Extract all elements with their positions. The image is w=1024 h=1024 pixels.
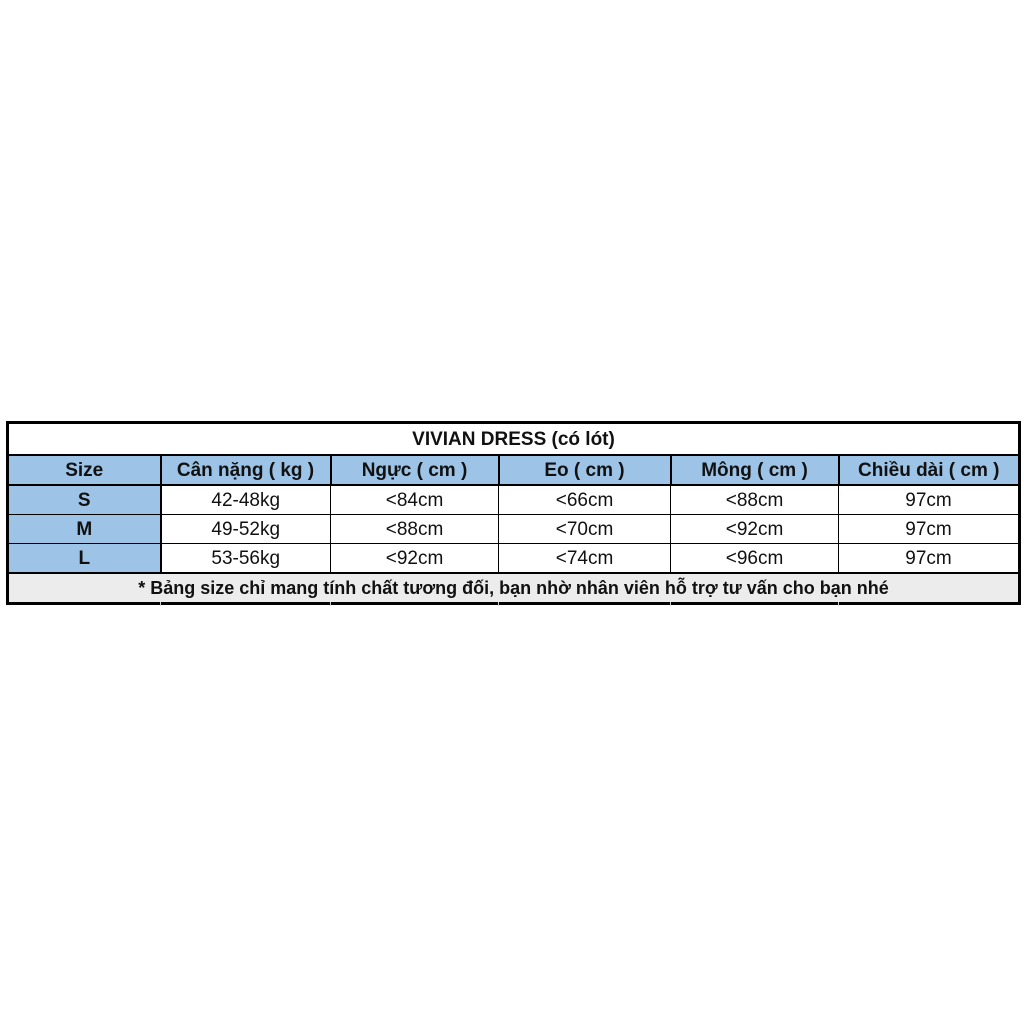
bust-cell: <92cm bbox=[331, 544, 499, 574]
bust-cell: <84cm bbox=[331, 485, 499, 515]
table-title-row bbox=[8, 423, 1020, 456]
table-row bbox=[8, 515, 1020, 544]
gridline bbox=[160, 602, 161, 606]
hip-cell: <88cm bbox=[671, 485, 839, 515]
table-row bbox=[8, 544, 1020, 574]
hip-cell: <92cm bbox=[671, 515, 839, 544]
hip-cell: <96cm bbox=[671, 544, 839, 574]
size-chart-table bbox=[6, 421, 1021, 605]
weight-cell: 53-56kg bbox=[161, 544, 331, 574]
length-cell: 97cm bbox=[839, 485, 1020, 515]
gridline bbox=[498, 602, 499, 606]
table-row bbox=[8, 485, 1020, 515]
size-cell: S bbox=[8, 485, 161, 515]
weight-cell: 49-52kg bbox=[161, 515, 331, 544]
header-bust: Ngực ( cm ) bbox=[331, 455, 499, 485]
header-size: Size bbox=[8, 455, 161, 485]
table-title: VIVIAN DRESS (có lót) bbox=[8, 423, 1020, 456]
gridline bbox=[838, 602, 839, 606]
header-waist: Eo ( cm ) bbox=[499, 455, 671, 485]
size-note: * Bảng size chỉ mang tính chất tương đối, bạn nhờ nhân viên hỗ trợ tư vấn cho bạn nhé bbox=[8, 573, 1020, 604]
table-header-row bbox=[8, 455, 1020, 485]
weight-cell: 42-48kg bbox=[161, 485, 331, 515]
gridline bbox=[330, 602, 331, 606]
waist-cell: <74cm bbox=[499, 544, 671, 574]
table-note-row bbox=[8, 573, 1020, 604]
waist-cell: <70cm bbox=[499, 515, 671, 544]
size-cell: L bbox=[8, 544, 161, 574]
header-weight: Cân nặng ( kg ) bbox=[161, 455, 331, 485]
length-cell: 97cm bbox=[839, 544, 1020, 574]
header-length: Chiều dài ( cm ) bbox=[839, 455, 1020, 485]
gridline bbox=[670, 602, 671, 606]
length-cell: 97cm bbox=[839, 515, 1020, 544]
header-hip: Mông ( cm ) bbox=[671, 455, 839, 485]
size-cell: M bbox=[8, 515, 161, 544]
waist-cell: <66cm bbox=[499, 485, 671, 515]
bust-cell: <88cm bbox=[331, 515, 499, 544]
